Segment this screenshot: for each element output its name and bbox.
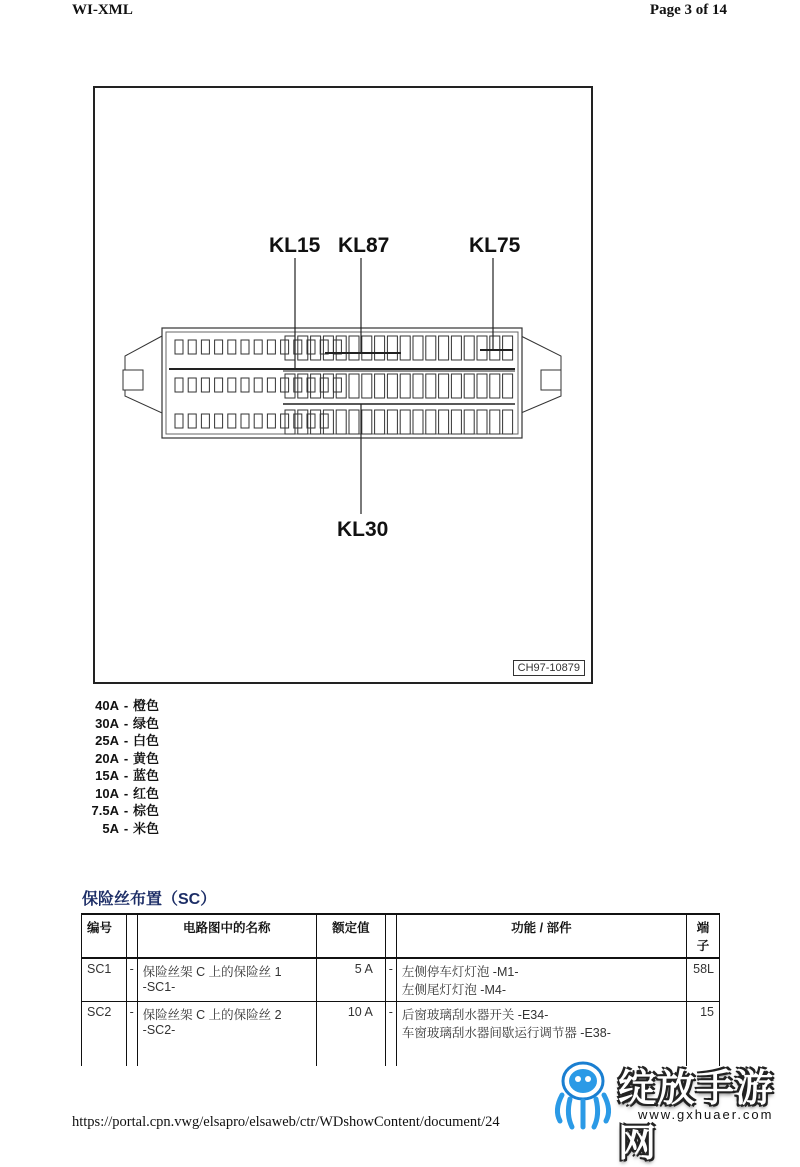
legend-row (86, 820, 159, 838)
label-kl75: KL75 (469, 234, 521, 257)
cell-rating: 5 A (316, 958, 385, 1002)
section-title: 保险丝布置（SC） (82, 891, 217, 908)
right-mount-hole (541, 370, 561, 390)
cell-name (137, 1002, 316, 1067)
col-header-terminal: 端子 (686, 914, 719, 958)
legend-color: 橙色 (133, 698, 160, 713)
legend-amp: 20A (95, 750, 119, 766)
cell-dash: - (126, 1002, 137, 1067)
legend-row (86, 767, 159, 785)
octopus-logo-icon (548, 1055, 618, 1131)
legend-dash: - (123, 750, 129, 766)
legend-dash: - (123, 785, 129, 801)
legend-amp: 25A (95, 733, 119, 748)
legend-row (86, 802, 159, 820)
table-header-row (82, 914, 720, 958)
legend-amp: 30A (95, 715, 119, 731)
legend-color: 白色 (133, 733, 160, 748)
col-header-rating: 额定值 (316, 914, 385, 958)
legend-row (86, 750, 159, 768)
legend-amp: 5A (102, 820, 119, 836)
legend-dash: - (123, 768, 129, 783)
legend-color: 米色 (133, 820, 160, 836)
col-header-id: 编号 (82, 914, 127, 958)
cell-function-line: 车窗玻璃刮水器间歇运行调节器 -E38- (401, 1026, 611, 1040)
table-row (82, 958, 720, 1002)
cell-name-line: 保险丝架 C 上的保险丝 2 (142, 1008, 282, 1022)
legend-row (86, 732, 159, 750)
legend-amp: 10A (95, 785, 119, 801)
legend-row (86, 715, 159, 733)
cell-function-line: 后窗玻璃刮水器开关 -E34- (401, 1008, 549, 1022)
cell-id: SC2 (82, 1002, 127, 1067)
cell-dash: - (126, 958, 137, 1002)
legend-color: 红色 (133, 785, 160, 801)
col-header-spacer (385, 914, 396, 958)
legend-dash: - (123, 803, 129, 818)
cell-name-line: -SC1- (142, 980, 176, 994)
watermark-url: www.gxhuaer.com (638, 1107, 774, 1122)
cell-dash: - (385, 1002, 396, 1067)
cell-rating: 10 A (316, 1002, 385, 1067)
label-kl30: KL30 (337, 518, 389, 541)
cell-name-line: 保险丝架 C 上的保险丝 1 (142, 965, 282, 979)
fuse-box-drawing (95, 88, 595, 686)
legend-amp: 7.5A (91, 803, 119, 818)
footer-url[interactable]: https://portal.cpn.vwg/elsapro/elsaweb/ctr/WDshowContent/document/24 (72, 1114, 500, 1130)
col-header-name: 电路图中的名称 (137, 914, 316, 958)
legend-dash: - (123, 820, 129, 836)
watermark-text: 绽放手游网 (618, 1068, 775, 1165)
legend-dash: - (123, 733, 129, 748)
header-doc-type: WI-XML (72, 2, 133, 18)
legend-color: 黄色 (133, 750, 160, 766)
col-header-function: 功能 / 部件 (396, 914, 686, 958)
left-mount-hole (123, 370, 143, 390)
col-header-spacer (126, 914, 137, 958)
cell-name (137, 958, 316, 1002)
legend-color: 蓝色 (133, 768, 160, 783)
cell-terminal: 15 (686, 1002, 719, 1067)
fuse-box-diagram (93, 86, 593, 684)
legend-amp: 40A (95, 698, 119, 713)
legend-row (86, 697, 159, 715)
label-kl87: KL87 (338, 234, 390, 257)
figure-reference: CH97-10879 (513, 660, 585, 676)
cell-function-line: 左侧尾灯灯泡 -M4- (401, 983, 506, 997)
color-legend (86, 697, 159, 837)
header-page-number: Page 3 of 14 (649, 2, 727, 18)
watermark (548, 1055, 798, 1165)
legend-dash: - (123, 698, 129, 713)
cell-function-line: 左侧停车灯灯泡 -M1- (401, 965, 519, 979)
legend-dash: - (123, 715, 129, 731)
cell-id: SC1 (82, 958, 127, 1002)
label-kl15: KL15 (269, 234, 321, 257)
cell-dash: - (385, 958, 396, 1002)
legend-amp: 15A (95, 768, 119, 783)
fuse-table (81, 913, 720, 1066)
legend-color: 棕色 (133, 803, 160, 818)
fuse-box-housing (162, 328, 522, 438)
cell-name-line: -SC2- (142, 1023, 176, 1037)
legend-row (86, 785, 159, 803)
cell-terminal: 58L (686, 958, 719, 1002)
cell-function (396, 958, 686, 1002)
legend-color: 绿色 (133, 715, 160, 731)
